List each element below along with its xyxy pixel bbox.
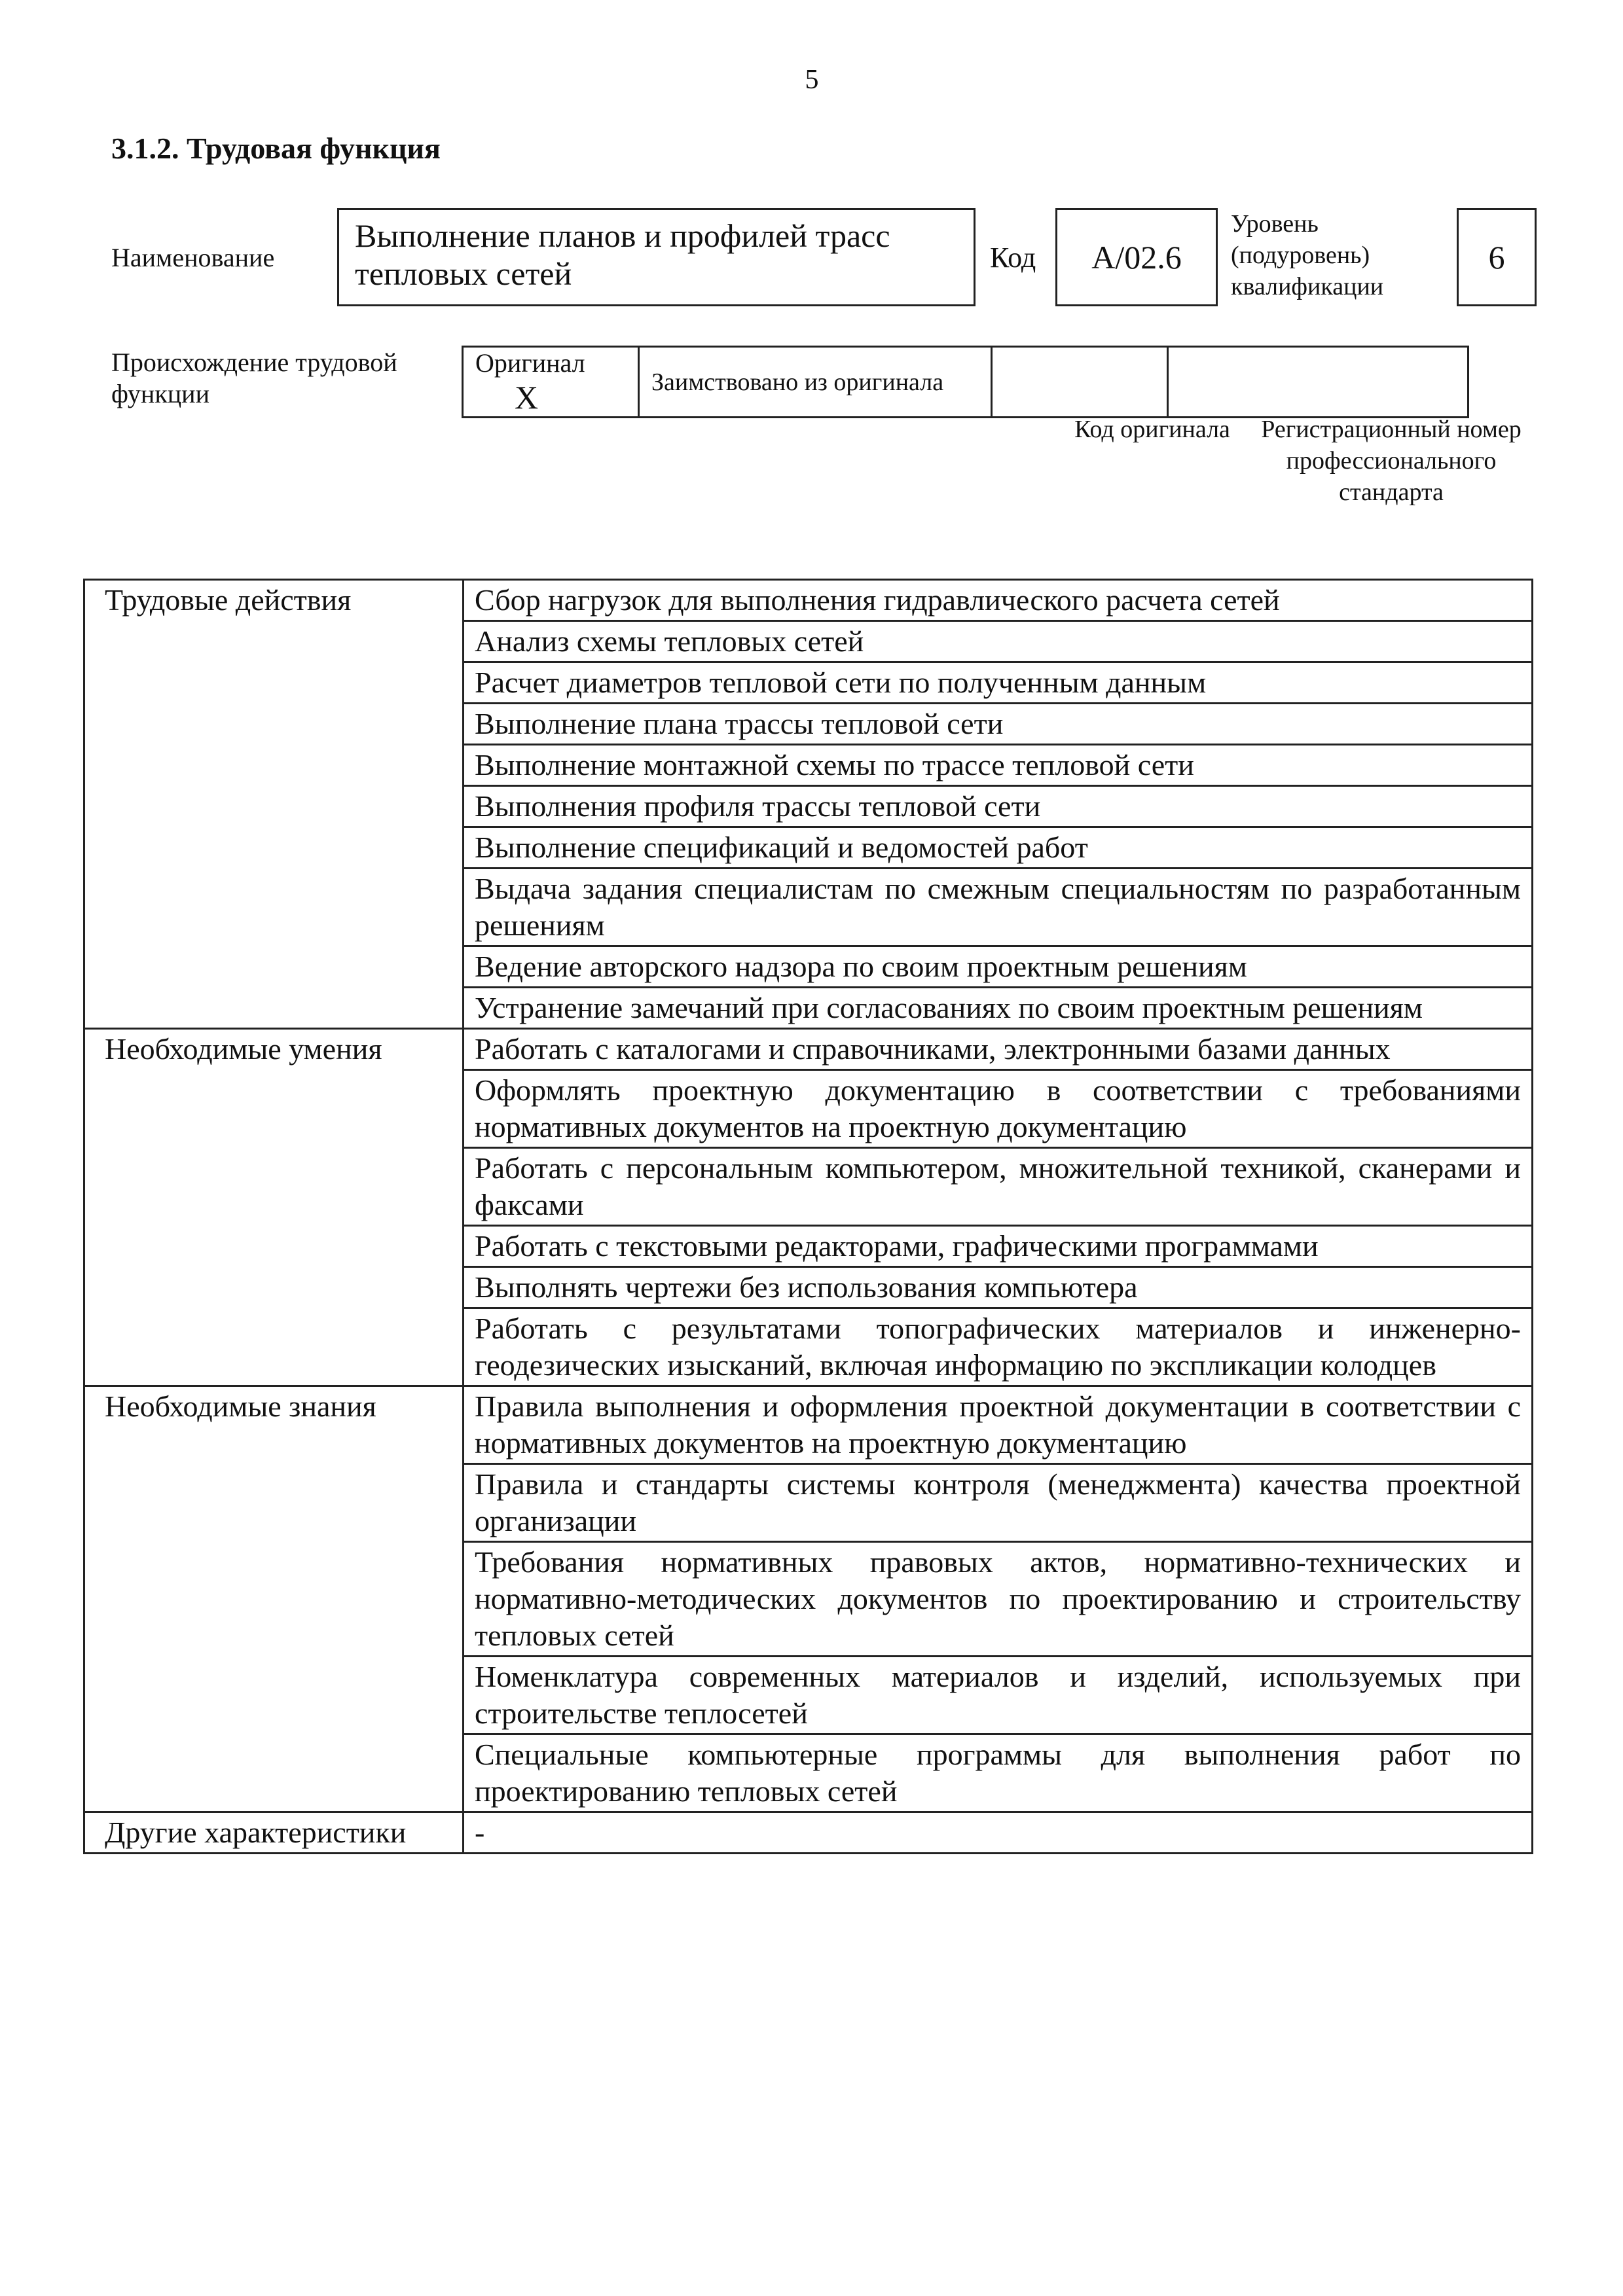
code-original-caption: Код оригинала: [1074, 416, 1230, 443]
category-cell: Трудовые действия: [84, 580, 464, 1029]
original-label: Оригинал: [475, 348, 585, 378]
name-label: Наименование: [111, 243, 275, 272]
borrowed-label: Заимствовано из оригинала: [651, 368, 944, 396]
table-row: [84, 1029, 1533, 1070]
origin-table: [462, 346, 1469, 418]
category-cell: Другие характеристики: [84, 1812, 464, 1854]
item-cell: Выполнения профиля трассы тепловой сети: [464, 786, 1533, 827]
name-value-box: [337, 208, 976, 306]
code-value-box: [1055, 208, 1218, 306]
item-cell: Номенклатура современных материалов и изделий, используемых при строительстве теплосетей: [464, 1657, 1533, 1734]
table-row: [84, 1386, 1533, 1464]
item-cell: -: [464, 1812, 1533, 1854]
item-cell: Правила и стандарты системы контроля (менеджмента) качества проектной организации: [464, 1464, 1533, 1542]
item-cell: Выполнение плана трассы тепловой сети: [464, 704, 1533, 745]
item-cell: Сбор нагрузок для выполнения гидравлического расчета сетей: [464, 580, 1533, 621]
reg-number-cell: [1168, 347, 1468, 418]
category-cell: Необходимые знания: [84, 1386, 464, 1812]
level-value-box: [1457, 208, 1537, 306]
item-cell: Ведение авторского надзора по своим проектным решениям: [464, 946, 1533, 988]
item-cell: Выполнение монтажной схемы по трассе тепловой сети: [464, 745, 1533, 786]
page-number: 5: [805, 65, 819, 95]
item-cell: Анализ схемы тепловых сетей: [464, 621, 1533, 662]
item-cell: Специальные компьютерные программы для выполнения работ по проектированию тепловых сетей: [464, 1734, 1533, 1812]
item-cell: Правила выполнения и оформления проектной документации в соответствии с нормативных документов на проектную документацию: [464, 1386, 1533, 1464]
original-cell: [463, 347, 639, 418]
item-cell: Выполнять чертежи без использования компьютера: [464, 1267, 1533, 1308]
category-cell: Необходимые умения: [84, 1029, 464, 1386]
original-mark: X: [515, 379, 539, 416]
code-label: Код: [990, 242, 1036, 274]
item-cell: Работать с текстовыми редакторами, графическими программами: [464, 1226, 1533, 1267]
table-row: [84, 580, 1533, 621]
item-cell: Работать с персональным компьютером, множительной техникой, сканерами и факсами: [464, 1148, 1533, 1226]
table-row: [84, 1812, 1533, 1854]
name-value: Выполнение планов и профилей трасс тепловых сетей: [355, 217, 890, 292]
item-cell: Устранение замечаний при согласованиях по своим проектным решениям: [464, 988, 1533, 1029]
code-value: А/02.6: [1091, 239, 1182, 276]
level-label: Уровень (подуровень) квалификации: [1231, 210, 1384, 300]
item-cell: Выполнение спецификаций и ведомостей работ: [464, 827, 1533, 869]
origin-label: Происхождение трудовой функции: [111, 348, 397, 408]
item-cell: Требования нормативных правовых актов, нормативно-технических и нормативно-методических документов по проектированию и строительству тепловых сетей: [464, 1542, 1533, 1657]
item-cell: Выдача задания специалистам по смежным специальностям по разработанным решениям: [464, 869, 1533, 946]
item-cell: Работать с результатами топографических материалов и инженерно-геодезических изысканий, включая информацию по экспликации колодцев: [464, 1308, 1533, 1386]
level-value: 6: [1488, 239, 1505, 276]
borrowed-cell: [639, 347, 992, 418]
section-title: 3.1.2. Трудовая функция: [111, 132, 441, 165]
item-cell: Расчет диаметров тепловой сети по полученным данным: [464, 662, 1533, 704]
reg-number-caption: Регистрационный номер профессионального стандарта: [1261, 416, 1522, 506]
item-cell: Работать с каталогами и справочниками, электронными базами данных: [464, 1029, 1533, 1070]
code-original-cell: [992, 347, 1168, 418]
item-cell: Оформлять проектную документацию в соответствии с требованиями нормативных документов на проектную документацию: [464, 1070, 1533, 1148]
requirements-table: [83, 579, 1533, 1854]
